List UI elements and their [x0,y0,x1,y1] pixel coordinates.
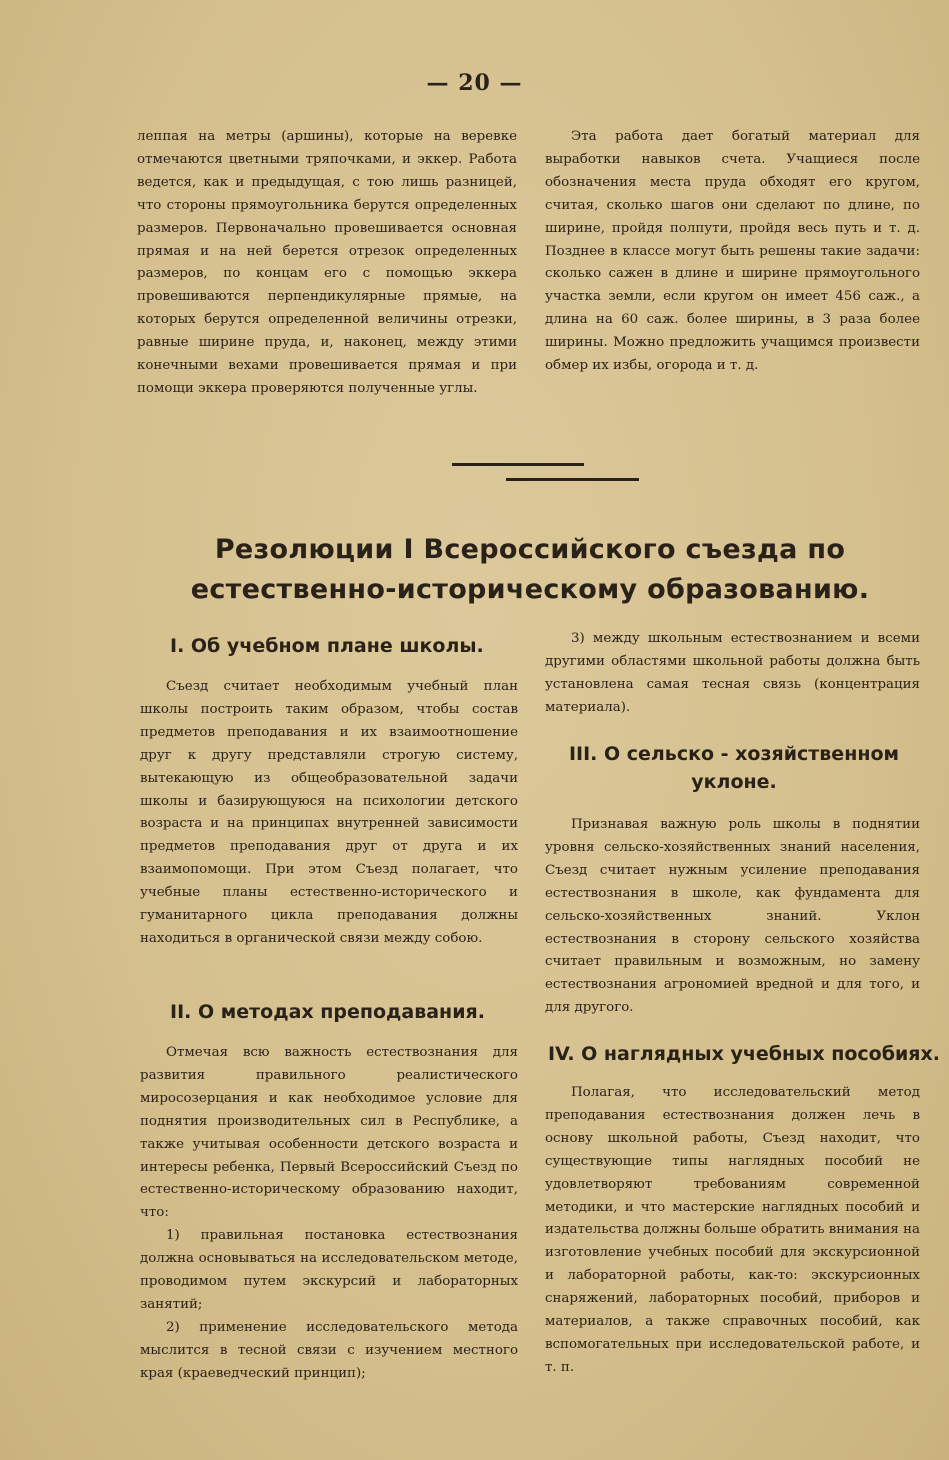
section2-continued [545,628,920,720]
section2-intro: Отмечая всю важность естествознания для развития правильного реалистического миросозерцания и как необходимое условие для поднятия производительных сил в Республике, а также учитывая особенности детского возраста и интересы ребенка, Первый Всероссийский Съезд по естественно-историческому образованию находит, что: [140,1045,518,1221]
page-number: — 20 — [426,70,523,96]
top-right-column [545,126,920,378]
section2-item-1: 1) правильная постановка естествознания должна основываться на исследовательском методе, проводимом путем экскурсий и лабораторных занятий; [140,1228,518,1312]
section4-body [545,1082,920,1380]
divider-rule-lower [506,478,639,481]
section1-heading: I. Об учебном плане школы. [170,635,484,657]
section4-heading: IV. О наглядных учебных пособиях. [548,1043,940,1065]
section3-paragraph: Признавая важную роль школы в поднятии уровня сельско-хозяйственных знаний населения, Съезд считает нужным усиление преподавания естествознания в школе, как фундамента для сельско-хозяйственных знаний. Уклон естествознания в сторону сельского хозяйства считает правильным и возможным, но замену естествознания агрономией вредной и для того, и для другого. [545,817,920,1016]
section1-body [140,676,518,951]
section2-item-2: 2) применение исследовательского метода мыслится в тесной связи с изучением местного края (краеведческий принцип); [140,1319,518,1381]
top-left-paragraph: леппая на метры (аршины), которые на веревке отмечаются цветными тряпочками, и эккер. Работа ведется, как и предыдущая, с тою лишь разницей, что стороны прямоугольника берутся определенных размеров. Первоначально провешивается основная прямая и на ней берется отрезок определенных размеров, по концам его с помощью эккера провешиваются перпендикулярные прямые, на которых берутся определенной величины отрезки, равные ширине пруда, и, наконец, между этими конечными вехами провешивается прямая и при помощи эккера проверяются полученные углы. [137,129,517,396]
main-title: Резолюции I Всероссийского съезда по естественно-историческому образованию. [190,534,870,605]
section3-heading: III. О сельско - хозяйственном уклоне. [568,743,900,793]
top-right-paragraph: Эта работа дает богатый материал для выработки навыков счета. Учащиеся после обозначения места пруда обходят его кругом, считая, сколько шагов они сделают по длине, по ширине, пройдя полпути, пройдя весь путь и т. д. Позднее в классе могут быть решены такие задачи: сколько сажен в длине и ширине прямоугольного участка земли, если кругом он имеет 456 саж., а длина на 60 саж. более ширины, в 3 раза более ширины. Можно предложить учащимся произвести обмер их избы, огорода и т. д. [545,129,920,374]
section2-item-3: 3) между школьным естествознанием и всеми другими областями школьной работы должна быть установлена самая тесная связь (концентрация материала). [545,631,920,715]
top-left-column [137,126,517,401]
section1-paragraph: Съезд считает необходимым учебный план школы построить таким образом, чтобы состав предметов преподавания и их взаимоотношение друг к другу представляли строгую систему, вытекающую из общеобразовательной задачи школы и базирующуюся на психологии детского возраста и на принципах внутренней зависимости предметов преподавания друг от друга и их взаимопомощи. При этом Съезд полагает, что учебные планы естественно-исторического и гуманитарного цикла преподавания должны находиться в органической связи между собою. [140,679,518,946]
divider-rule-upper [452,463,584,466]
section2-body [140,1042,518,1386]
section4-paragraph: Полагая, что исследовательский метод преподавания естествознания должен лечь в основу школьной работы, Съезд находит, что существующие типы наглядных пособий не удовлетворяют требованиям современной методики, и что мастерские наглядных пособий и издательства должны больше обратить внимания на изготовление учебных пособий для экскурсионной и лабораторной работы, как-то: экскурсионных снаряжений, лабораторных пособий, приборов и материалов, а также справочных пособий, как вспомогательных при исследовательской работе, и т. п. [545,1085,921,1375]
section2-heading: II. О методах преподавания. [170,1001,485,1023]
section3-body [545,814,920,1020]
